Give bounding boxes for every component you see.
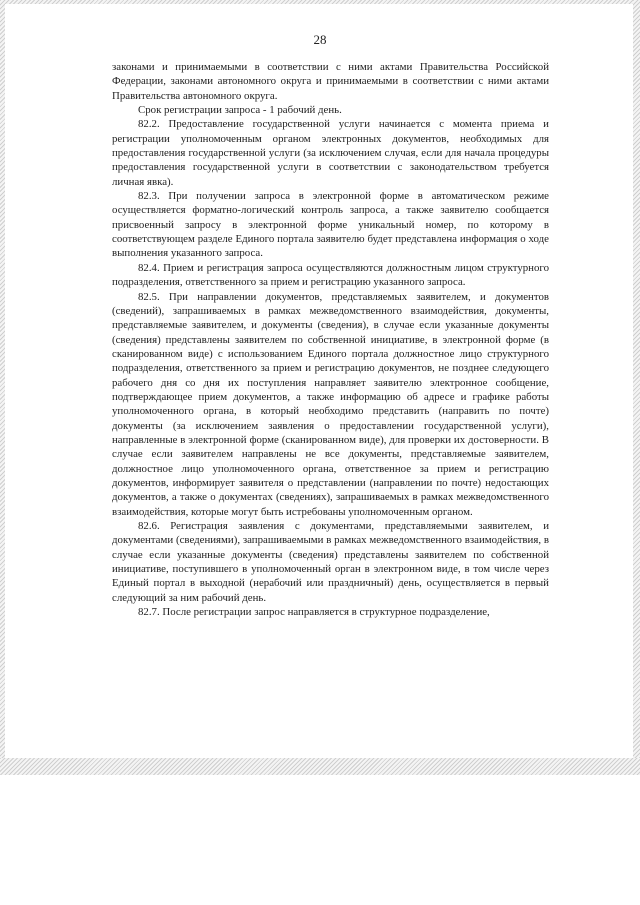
scan-edge-right	[633, 0, 640, 775]
paragraph-registration-term: Срок регистрации запроса - 1 рабочий день.	[138, 104, 342, 117]
paragraph-continuation: законами и принимаемыми в соответствии с ними актами Правительства Российской Федерации, законами автономного округа и принимаемыми в соответствии с ними актами Правительства автономного округа.	[112, 61, 549, 102]
paragraph-82-7: 82.7. После регистрации запрос направляется в структурное подразделение,	[138, 606, 490, 619]
paragraph-82-2: 82.2. Предоставление государственной услуги начинается с момента приема и регистрации уполномоченным органом электронных документов, необходимых для предоставления государственной услуги (за исключением случая, если для начала процедуры предоставления государственной услуги в соответствии с законодательством требуется личная явка).	[112, 118, 549, 188]
paragraph-82-6: 82.6. Регистрация заявления с документами, представляемыми заявителем, и документами (сведениями), запрашиваемыми в рамках межведомственного взаимодействия, в случае если указанные документы (сведения) представлены заявителем по собственной инициативе, поступившего в уполномоченный орган в электронном виде, в том числе через Единый портал в выходной (нерабочий или праздничный) день, осуществляется в первый следующий за ним рабочий день.	[112, 520, 549, 604]
paragraph-82-3: 82.3. При получении запроса в электронной форме в автоматическом режиме осуществляется форматно-логический контроль запроса, а также заявителю сообщается присвоенный запросу в электронной форме уникальный номер, по которому в соответствующем разделе Единого портала заявителю будет представлена информация о ходе выполнения указанного запроса.	[112, 190, 549, 260]
scan-edge-top	[0, 0, 640, 4]
scan-edge-left	[0, 0, 5, 775]
document-body	[112, 60, 549, 619]
page-number: 28	[313, 32, 327, 47]
paragraph-82-5: 82.5. При направлении документов, представляемых заявителем, и документов (сведений), запрашиваемых в рамках межведомственного взаимодействия, документы, представляемые заявителем, и документы (сведения), в случае если указанные документы (сведения) представлены заявителем по собственной инициативе, в электронной форме (в сканированном виде) с использованием Единого портала должностное лицо структурного подразделения, ответственного за прием и регистрацию документов, не позднее следующего рабочего дня со дня их поступления направляет заявителю электронное сообщение, подтверждающее прием документов, а также информацию об адресе и графике работы уполномоченного органа, в который необходимо представить (направить по почте) документы (за исключением заявления о предоставлении государственной услуги), направленные в электронной форме (сканированном виде), для проверки их достоверности. В случае если заявителем направлены не все документы, представляемые заявителем, должностное лицо уполномоченного органа, ответственное за прием и регистрацию документов, информирует заявителя о представлении (направлении по почте) недостающих документов, а также о документах (сведениях), запрашиваемых в рамках межведомственного взаимодействия, которые могут быть истребованы уполномоченным органом.	[112, 290, 549, 518]
paragraph-82-4: 82.4. Прием и регистрация запроса осуществляются должностным лицом структурного подразделения, ответственного за прием и регистрацию указанного запроса.	[112, 261, 549, 289]
scan-edge-bottom	[0, 758, 640, 775]
